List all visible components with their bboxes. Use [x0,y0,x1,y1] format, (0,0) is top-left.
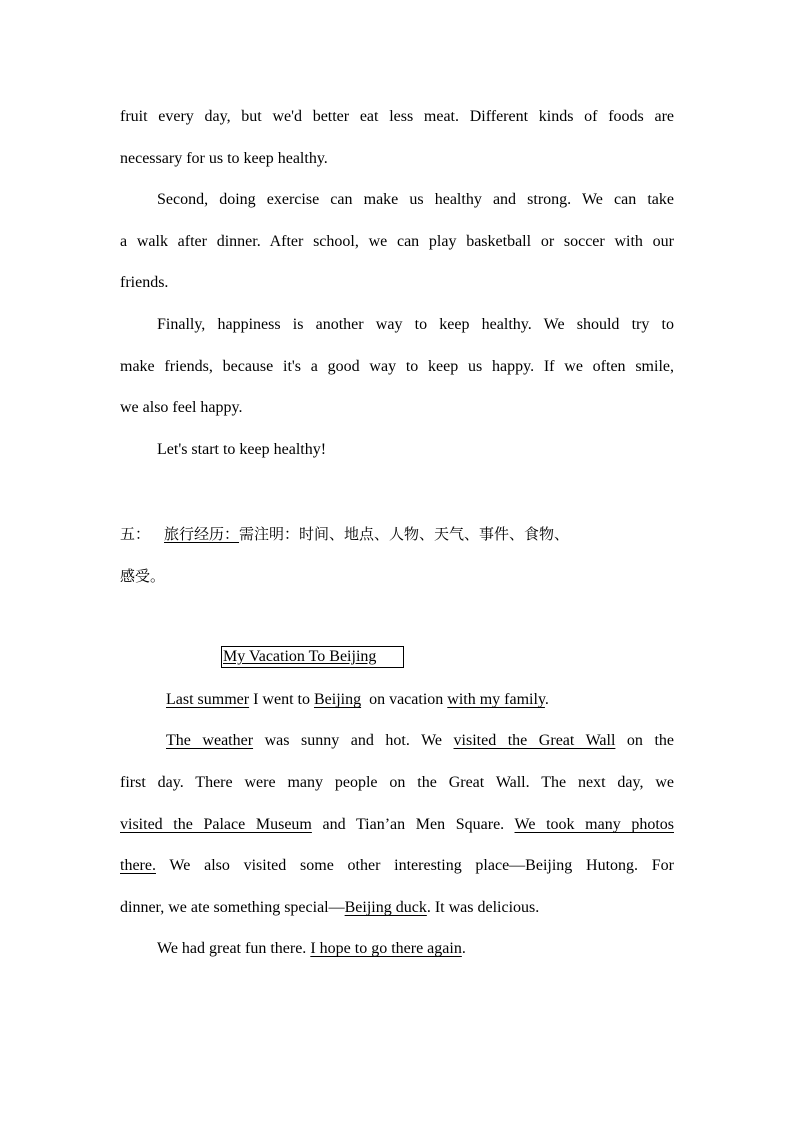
section5-number: 五： [120,525,151,543]
text-span: on the [615,732,674,749]
text-span: . [544,691,549,708]
essay5-paragraph-2-line-3 [120,815,674,835]
essay5-paragraph-1 [166,690,549,710]
essay4-line-8: we also feel happy. [120,399,243,416]
section5-heading [120,524,569,544]
event-phrase-3: We took many photos [514,816,674,833]
text-span: and Tian’an Men Square. [311,816,515,833]
text-span: I went to [249,691,314,708]
text-span: We had great fun there. [157,940,311,957]
essay4-line-5: friends. [120,274,169,291]
essay5-paragraph-2-line-2: first day. There were many people on the Great Wall. The next day, we [120,774,674,791]
essay5-paragraph-2-line-4 [120,856,674,876]
text-span: dinner, we ate something special— [120,899,345,916]
essay4-line-2: necessary for us to keep healthy. [120,150,328,167]
essay4-line-7: make friends, because it's a good way to keep us happy. If we often smile, [120,358,674,375]
event-phrase-3-cont: there. [120,857,156,874]
text-span: . [461,940,466,957]
essay5-paragraph-2-line-1 [166,731,674,751]
text-span: We also visited some other interesting place—Beijing Hutong. For [155,857,674,874]
essay5-paragraph-2-line-5 [120,898,539,918]
event-phrase-2: visited the Palace Museum [120,816,312,833]
essay5-title: My Vacation To Beijing [223,648,377,665]
event-phrase-1: visited the Great Wall [453,732,616,749]
essay4-line-9: Let's start to keep healthy! [157,441,327,458]
food-phrase: Beijing duck [344,899,427,916]
time-phrase: Last summer [166,691,250,708]
people-phrase: with my family [447,691,545,708]
section5-requirements-cont: 感受。 [120,567,166,585]
essay4-line-3: Second, doing exercise can make us healthy and strong. We can take [157,191,674,208]
section5-requirements: 需注明：时间、地点、人物、天气、事件、食物、 [239,525,570,543]
essay4-line-6: Finally, happiness is another way to keep healthy. We should try to [157,316,674,333]
section5-topic: 旅行经历： [164,525,240,543]
text-span: was sunny and hot. We [253,732,454,749]
feeling-phrase: I hope to go there again [310,940,462,957]
weather-phrase: The weather [166,732,254,749]
text-span: . It was delicious. [426,899,540,916]
essay4-line-4: a walk after dinner. After school, we can play basketball or soccer with our [120,233,674,250]
essay5-paragraph-3 [157,939,466,959]
place-phrase: Beijing [313,691,362,708]
text-span: on vacation [361,691,448,708]
essay4-line-1: fruit every day, but we'd better eat less meat. Different kinds of foods are [120,108,674,125]
